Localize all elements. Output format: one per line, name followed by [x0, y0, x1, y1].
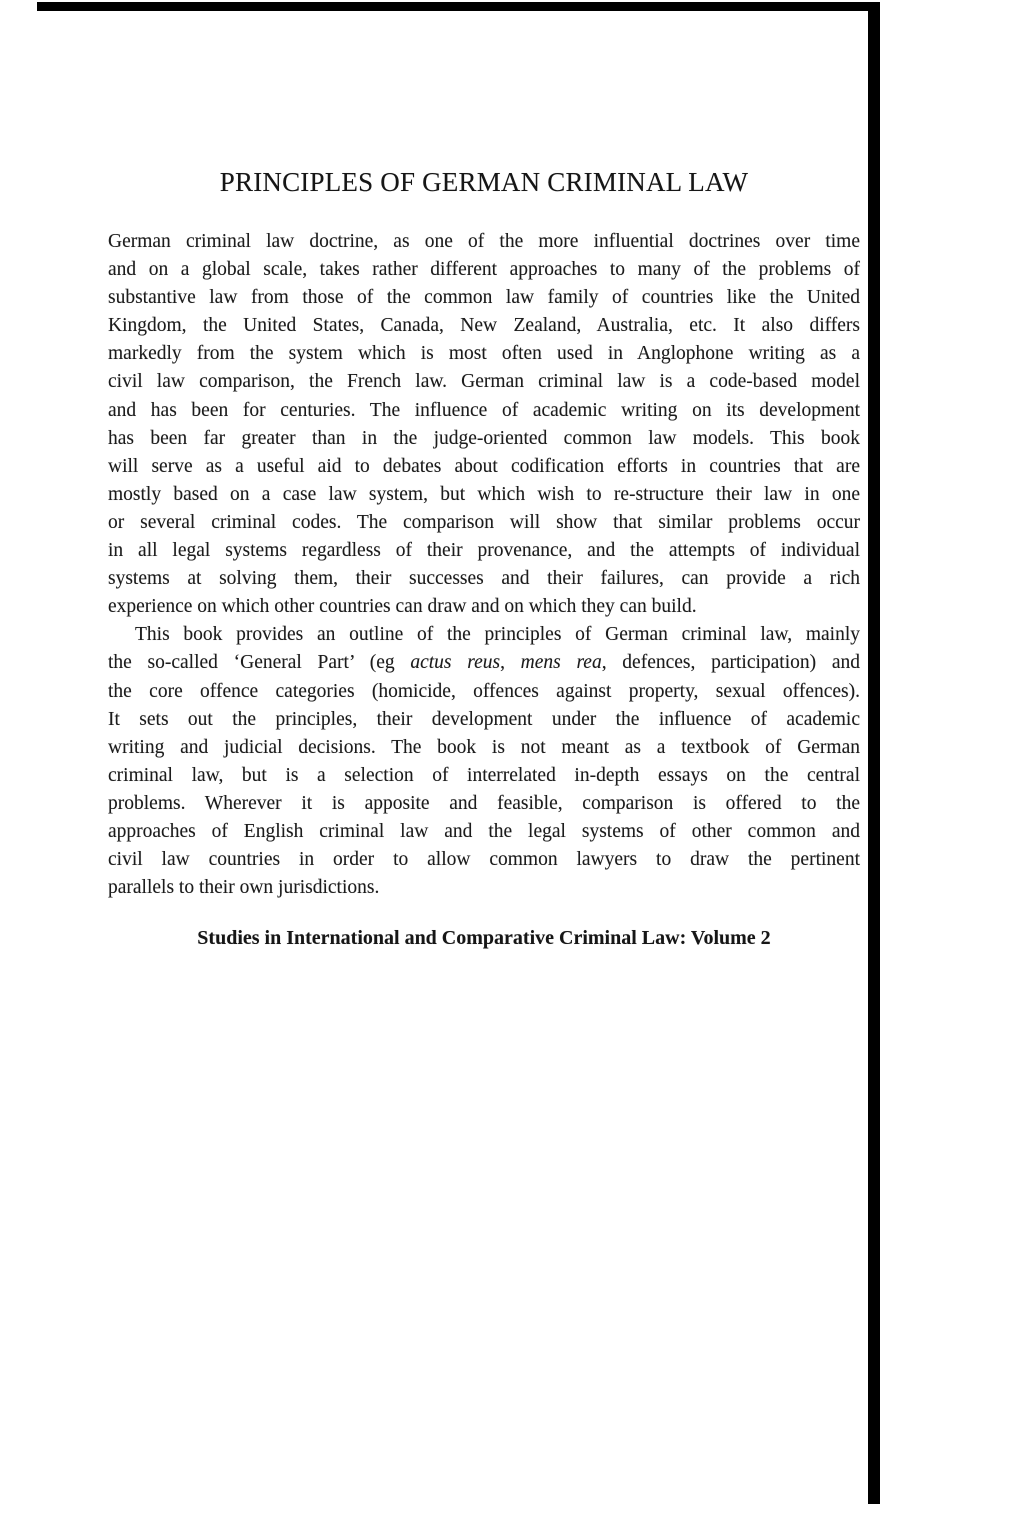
text-line: the core offence categories (homicide, offences against property, sexual offences). — [108, 680, 860, 702]
text-line: mostly based on a case law system, but which wish to re-structure their law in one — [108, 483, 860, 505]
scan-artifact-right-bar — [868, 2, 880, 1504]
text-line: It sets out the principles, their development under the influence of academic — [108, 708, 860, 730]
body-text — [108, 228, 860, 902]
text-line: the so-called ‘General Part’ (eg actus reus, mens rea, defences, participation) and — [108, 652, 860, 674]
text-line: criminal law, but is a selection of interrelated in-depth essays on the central — [108, 764, 860, 786]
text-column — [108, 166, 860, 951]
text-line: approaches of English criminal law and the legal systems of other common and — [108, 820, 860, 842]
text-line: systems at solving them, their successes and their failures, can provide a rich — [108, 568, 860, 590]
text-line: and on a global scale, takes rather different approaches to many of the problems of — [108, 259, 860, 281]
text-line: Kingdom, the United States, Canada, New Zealand, Australia, etc. It also differs — [108, 315, 860, 337]
paragraph — [108, 621, 860, 902]
page-title: PRINCIPLES OF GERMAN CRIMINAL LAW — [219, 167, 749, 197]
text-line: or several criminal codes. The comparison will show that similar problems occur — [108, 511, 860, 533]
text-line: substantive law from those of the common law family of countries like the United — [108, 287, 860, 309]
text-line: will serve as a useful aid to debates about codification efforts in countries that are — [108, 455, 860, 477]
text-line: civil law comparison, the French law. German criminal law is a code-based model — [108, 371, 860, 393]
text-line: and has been for centuries. The influence of academic writing on its development — [108, 399, 860, 421]
text-line: in all legal systems regardless of their provenance, and the attempts of individual — [108, 540, 860, 562]
text-line: markedly from the system which is most often used in Anglophone writing as a — [108, 343, 860, 365]
text-line: civil law countries in order to allow common lawyers to draw the pertinent — [108, 849, 860, 871]
text-line: experience on which other countries can draw and on which they can build. — [108, 596, 697, 618]
text-line: writing and judicial decisions. The book is not meant as a textbook of German — [108, 736, 860, 758]
series-volume-line: Studies in International and Comparative Criminal Law: Volume 2 — [197, 927, 771, 950]
paragraph — [108, 228, 860, 621]
text-line: This book provides an outline of the principles of German criminal law, mainly — [135, 624, 860, 646]
text-line: parallels to their own jurisdictions. — [108, 877, 380, 899]
scan-artifact-top-bar — [37, 2, 879, 11]
text-line: has been far greater than in the judge-oriented common law models. This book — [108, 427, 860, 449]
text-line: problems. Wherever it is apposite and feasible, comparison is offered to the — [108, 792, 860, 814]
text-line: German criminal law doctrine, as one of the more influential doctrines over time — [108, 231, 860, 252]
